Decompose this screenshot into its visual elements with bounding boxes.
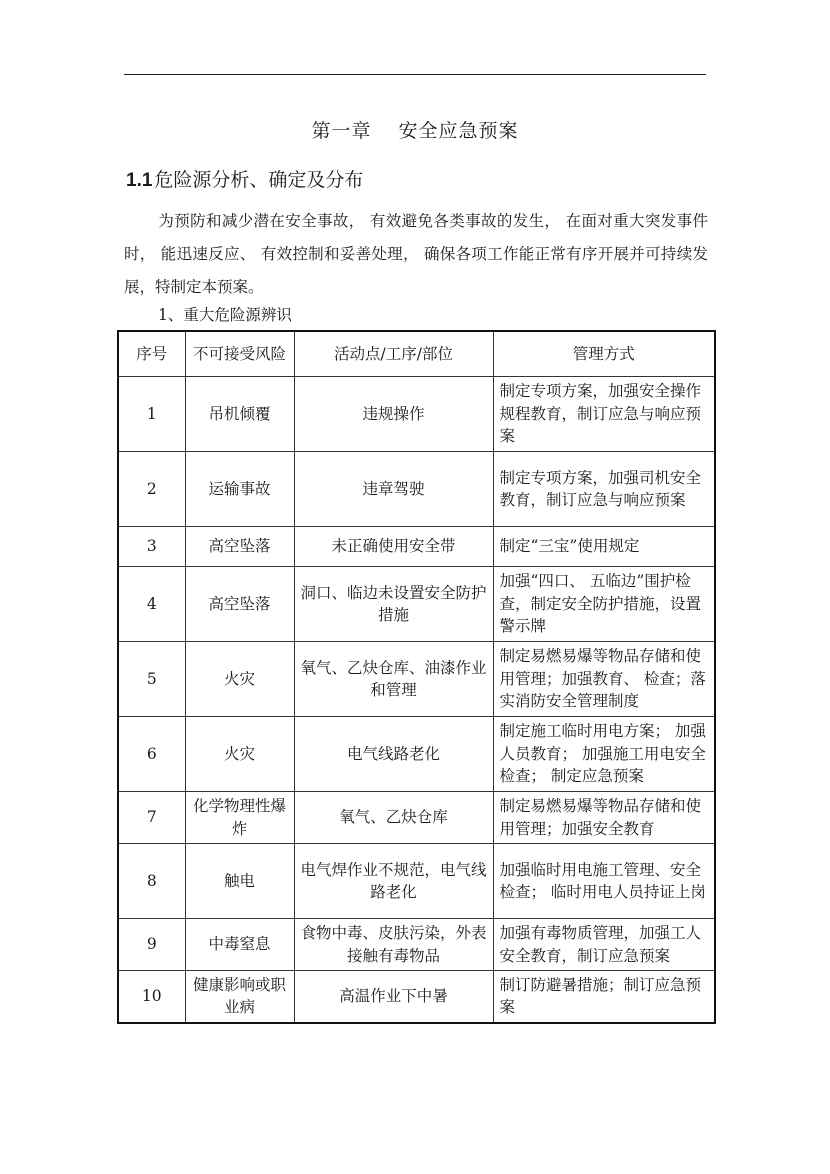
row-mgmt: 加强“四口、 五临边”围护检查，制定安全防护措施，设置警示牌 <box>493 567 715 642</box>
intro-text: 为预防和减少潜在安全事故， 有效避免各类事故的发生， 在面对重大突发事件时， 能迅速反应、 有效控制和妥善处理， 确保各项工作能正常有序开展并可持续发展，特制定本预案。 <box>124 212 708 296</box>
section-heading <box>126 165 363 192</box>
row-no: 7 <box>118 792 185 844</box>
row-activity: 洞口、临边未设置安全防护措施 <box>294 567 493 642</box>
row-no: 6 <box>118 717 185 792</box>
row-mgmt: 加强临时用电施工管理、安全检查； 临时用电人员持证上岗 <box>493 844 715 919</box>
table-row <box>118 377 715 452</box>
table-row <box>118 642 715 717</box>
table-row <box>118 452 715 527</box>
row-mgmt: 制定施工临时用电方案； 加强人员教育； 加强施工用电安全检查； 制定应急预案 <box>493 717 715 792</box>
row-activity: 氧气、乙炔仓库、油漆作业和管理 <box>294 642 493 717</box>
row-risk: 中毒窒息 <box>185 919 294 971</box>
table-row <box>118 919 715 971</box>
header-risk: 不可接受风险 <box>185 331 294 377</box>
row-risk: 化学物理性爆炸 <box>185 792 294 844</box>
table-header-row <box>118 331 715 377</box>
row-mgmt: 加强有毒物质管理，加强工人安全教育，制订应急预案 <box>493 919 715 971</box>
row-risk: 运输事故 <box>185 452 294 527</box>
row-no: 8 <box>118 844 185 919</box>
row-activity: 违章驾驶 <box>294 452 493 527</box>
row-mgmt: 制定“三宝”使用规定 <box>493 527 715 567</box>
table-row <box>118 971 715 1023</box>
row-no: 2 <box>118 452 185 527</box>
intro-paragraph <box>124 205 708 304</box>
table-row <box>118 844 715 919</box>
section-title: 危险源分析、确定及分布 <box>154 169 364 191</box>
row-mgmt: 制订防避暑措施；制订应急预案 <box>493 971 715 1023</box>
row-activity: 电气焊作业不规范，电气线路老化 <box>294 844 493 919</box>
row-no: 10 <box>118 971 185 1023</box>
row-risk: 火灾 <box>185 642 294 717</box>
row-activity: 高温作业下中暑 <box>294 971 493 1023</box>
row-activity: 氧气、乙炔仓库 <box>294 792 493 844</box>
row-no: 1 <box>118 377 185 452</box>
row-activity: 未正确使用安全带 <box>294 527 493 567</box>
row-risk: 健康影响或职业病 <box>185 971 294 1023</box>
row-risk: 高空坠落 <box>185 567 294 642</box>
row-no: 3 <box>118 527 185 567</box>
header-rule <box>124 74 706 75</box>
row-mgmt: 制定专项方案，加强安全操作规程教育，制订应急与响应预案 <box>493 377 715 452</box>
row-mgmt: 制定易燃易爆等物品存储和使用管理；加强教育、 检查；落实消防安全管理制度 <box>493 642 715 717</box>
row-mgmt: 制定易燃易爆等物品存储和使用管理；加强安全教育 <box>493 792 715 844</box>
row-risk: 吊机倾覆 <box>185 377 294 452</box>
table-row <box>118 527 715 567</box>
chapter-title: 第一章 安全应急预案 <box>311 120 519 142</box>
row-risk: 高空坠落 <box>185 527 294 567</box>
table-row <box>118 792 715 844</box>
row-risk: 触电 <box>185 844 294 919</box>
header-no: 序号 <box>118 331 185 377</box>
row-activity: 电气线路老化 <box>294 717 493 792</box>
list-heading: 1、重大危险源辨识 <box>158 306 292 324</box>
row-no: 9 <box>118 919 185 971</box>
row-no: 4 <box>118 567 185 642</box>
section-number: 1.1 <box>126 170 153 191</box>
table-row <box>118 717 715 792</box>
row-mgmt: 制定专项方案，加强司机安全教育，制订应急与响应预案 <box>493 452 715 527</box>
table-row <box>118 567 715 642</box>
row-no: 5 <box>118 642 185 717</box>
hazard-table <box>117 330 716 1024</box>
header-activity: 活动点/工序/部位 <box>294 331 493 377</box>
header-mgmt: 管理方式 <box>493 331 715 377</box>
row-risk: 火灾 <box>185 717 294 792</box>
row-activity: 食物中毒、皮肤污染，外表接触有毒物品 <box>294 919 493 971</box>
row-activity: 违规操作 <box>294 377 493 452</box>
